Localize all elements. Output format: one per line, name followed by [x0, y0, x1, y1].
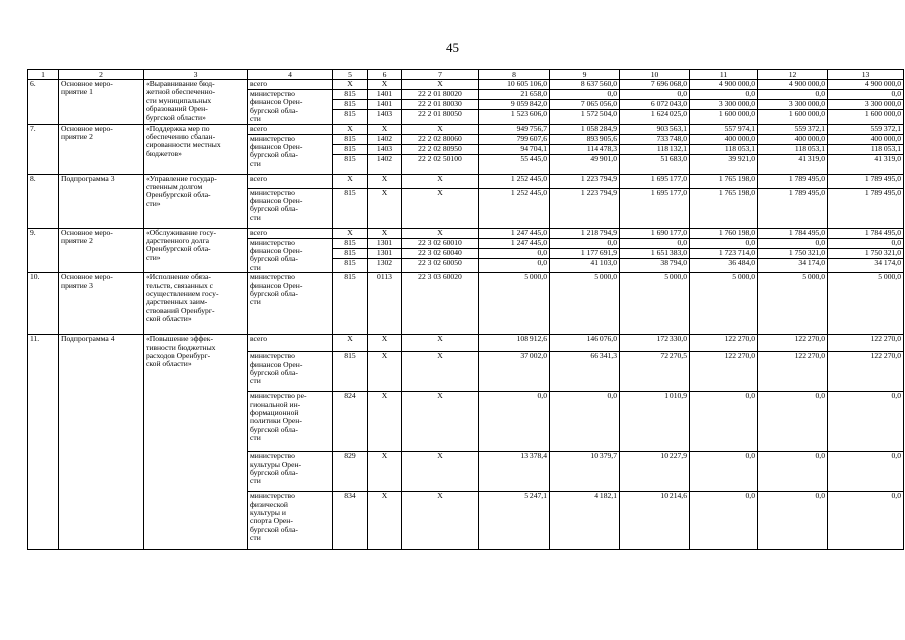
- cell: 8 637 560,0: [550, 80, 620, 90]
- cell: 5 000,0: [550, 273, 620, 335]
- header-cell: 3: [144, 70, 248, 80]
- cell: 4 900 000,0: [758, 80, 828, 90]
- cell: 5 247,1: [479, 492, 550, 550]
- cell: X: [333, 228, 368, 238]
- row-number: 9.: [28, 228, 59, 273]
- cell: 815: [333, 352, 368, 392]
- cell: 815: [333, 90, 368, 100]
- cell: 118 053,1: [690, 144, 758, 154]
- executor-cell: министерство финансов Орен- бургской обла- сти: [248, 188, 333, 228]
- executor-cell: министерство ре- гиональной ин- формационной политики Орен- бургской обла- сти: [248, 392, 333, 452]
- cell: 1 784 495,0: [828, 228, 904, 238]
- cell: 1 252 445,0: [479, 174, 550, 188]
- executor-cell: министерство финансов Орен- бургской обла- сти: [248, 273, 333, 335]
- row-description: «Выравнивание бюд- жетной обеспеченно- сти муниципальных образований Орен- бургской области»: [144, 80, 248, 125]
- header-cell: 1: [28, 70, 59, 80]
- cell: 1 010,9: [620, 392, 690, 452]
- row-name: Подпрограмма 4: [59, 335, 144, 550]
- cell: X: [368, 335, 402, 352]
- cell: 1 252 445,0: [479, 188, 550, 228]
- cell: 10 214,6: [620, 492, 690, 550]
- cell: 0,0: [550, 238, 620, 248]
- row-description: «Обслуживание госу- дарственного долга Оренбургской обла- сти»: [144, 228, 248, 273]
- row-description: «Исполнение обяза- тельств, связанных с осуществлением госу- дарственных заим- ствований Оренбург- ской области»: [144, 273, 248, 335]
- cell: 0,0: [479, 392, 550, 452]
- cell: 7 065 056,0: [550, 100, 620, 110]
- cell: 55 445,0: [479, 154, 550, 174]
- cell: 824: [333, 392, 368, 452]
- cell: 41 319,0: [828, 154, 904, 174]
- cell: 108 912,6: [479, 335, 550, 352]
- cell: 122 270,0: [828, 335, 904, 352]
- cell: 22 2 02 80950: [402, 144, 479, 154]
- cell: 1403: [368, 144, 402, 154]
- cell: 400 000,0: [690, 134, 758, 144]
- cell: 114 478,3: [550, 144, 620, 154]
- header-cell: 10: [620, 70, 690, 80]
- cell: 1 784 495,0: [758, 228, 828, 238]
- cell: 72 270,5: [620, 352, 690, 392]
- cell: 41 103,0: [550, 258, 620, 272]
- cell: 1 789 495,0: [828, 188, 904, 228]
- cell: 815: [333, 134, 368, 144]
- cell: 0,0: [620, 90, 690, 100]
- cell: 0,0: [758, 492, 828, 550]
- row-name: Основное меро- приятие 1: [59, 80, 144, 125]
- cell: X: [368, 492, 402, 550]
- executor-cell: министерство финансов Орен- бургской обла- сти: [248, 352, 333, 392]
- cell: 1 223 794,9: [550, 174, 620, 188]
- cell: 559 372,1: [758, 124, 828, 134]
- cell: 22 2 01 80050: [402, 110, 479, 124]
- cell: 0,0: [828, 492, 904, 550]
- table-row: [28, 174, 904, 188]
- cell: 122 270,0: [758, 352, 828, 392]
- table-row: [28, 335, 904, 352]
- cell: 815: [333, 154, 368, 174]
- cell: 1 765 198,0: [690, 174, 758, 188]
- cell: 400 000,0: [758, 134, 828, 144]
- cell: 1401: [368, 90, 402, 100]
- cell: 22 3 03 60020: [402, 273, 479, 335]
- row-name: Подпрограмма 3: [59, 174, 144, 228]
- cell: X: [333, 174, 368, 188]
- executor-cell: всего: [248, 80, 333, 90]
- cell: 1 690 177,0: [620, 228, 690, 238]
- header-cell: 9: [550, 70, 620, 80]
- cell: 903 563,1: [620, 124, 690, 134]
- cell: 1401: [368, 100, 402, 110]
- cell: 1 624 025,0: [620, 110, 690, 124]
- cell: 1 750 321,0: [758, 248, 828, 258]
- cell: X: [402, 452, 479, 492]
- cell: 0,0: [828, 90, 904, 100]
- table-row: [28, 80, 904, 90]
- cell: 4 900 000,0: [690, 80, 758, 90]
- cell: 1 695 177,0: [620, 174, 690, 188]
- cell: 13 378,4: [479, 452, 550, 492]
- cell: 10 605 106,0: [479, 80, 550, 90]
- cell: 4 182,1: [550, 492, 620, 550]
- cell: 0,0: [690, 452, 758, 492]
- header-cell: 2: [59, 70, 144, 80]
- cell: 1403: [368, 110, 402, 124]
- row-name: Основное меро- приятие 2: [59, 124, 144, 174]
- cell: 5 000,0: [620, 273, 690, 335]
- cell: 66 341,3: [550, 352, 620, 392]
- cell: 1 789 495,0: [758, 188, 828, 228]
- cell: 0,0: [690, 392, 758, 452]
- cell: X: [402, 352, 479, 392]
- cell: 6 072 043,0: [620, 100, 690, 110]
- cell: 0,0: [758, 452, 828, 492]
- cell: 5 000,0: [758, 273, 828, 335]
- cell: 5 000,0: [479, 273, 550, 335]
- cell: 1 247 445,0: [479, 238, 550, 248]
- cell: 0,0: [550, 392, 620, 452]
- cell: 815: [333, 100, 368, 110]
- budget-table: [27, 69, 904, 550]
- cell: 22 2 01 80030: [402, 100, 479, 110]
- row-number: 7.: [28, 124, 59, 174]
- cell: 37 002,0: [479, 352, 550, 392]
- cell: X: [402, 174, 479, 188]
- cell: X: [368, 174, 402, 188]
- cell: 0,0: [690, 492, 758, 550]
- cell: 34 174,0: [758, 258, 828, 272]
- cell: 0,0: [620, 238, 690, 248]
- cell: 1 600 000,0: [690, 110, 758, 124]
- cell: 94 704,1: [479, 144, 550, 154]
- cell: 0113: [368, 273, 402, 335]
- cell: X: [402, 492, 479, 550]
- executor-cell: всего: [248, 124, 333, 134]
- page-number: 45: [446, 40, 459, 55]
- cell: 1 789 495,0: [828, 174, 904, 188]
- cell: 799 607,6: [479, 134, 550, 144]
- cell: 22 3 02 60050: [402, 258, 479, 272]
- cell: 0,0: [690, 238, 758, 248]
- cell: 3 300 000,0: [758, 100, 828, 110]
- cell: X: [402, 228, 479, 238]
- cell: 1 058 284,9: [550, 124, 620, 134]
- cell: 7 696 068,0: [620, 80, 690, 90]
- cell: 0,0: [479, 258, 550, 272]
- cell: 829: [333, 452, 368, 492]
- cell: X: [402, 124, 479, 134]
- cell: X: [368, 188, 402, 228]
- executor-cell: министерство финансов Орен- бургской обла- сти: [248, 238, 333, 273]
- cell: 1 600 000,0: [828, 110, 904, 124]
- cell: 1 651 383,0: [620, 248, 690, 258]
- cell: 9 059 842,0: [479, 100, 550, 110]
- cell: 815: [333, 188, 368, 228]
- cell: 1 177 691,9: [550, 248, 620, 258]
- cell: 172 330,0: [620, 335, 690, 352]
- row-number: 8.: [28, 174, 59, 228]
- cell: 1402: [368, 154, 402, 174]
- cell: 1302: [368, 258, 402, 272]
- cell: 1 750 321,0: [828, 248, 904, 258]
- cell: 1 723 714,0: [690, 248, 758, 258]
- cell: 22 2 02 80060: [402, 134, 479, 144]
- header-cell: 6: [368, 70, 402, 80]
- cell: 834: [333, 492, 368, 550]
- cell: 34 174,0: [828, 258, 904, 272]
- cell: 22 3 02 60040: [402, 248, 479, 258]
- cell: 36 484,0: [690, 258, 758, 272]
- cell: 22 2 02 50100: [402, 154, 479, 174]
- row-name: Основное меро- приятие 2: [59, 228, 144, 273]
- cell: 0,0: [758, 238, 828, 248]
- cell: X: [368, 124, 402, 134]
- cell: 49 901,0: [550, 154, 620, 174]
- cell: 1 695 177,0: [620, 188, 690, 228]
- header-cell: 7: [402, 70, 479, 80]
- cell: 118 053,1: [758, 144, 828, 154]
- cell: 41 319,0: [758, 154, 828, 174]
- cell: 733 748,0: [620, 134, 690, 144]
- executor-cell: всего: [248, 335, 333, 352]
- row-number: 11.: [28, 335, 59, 550]
- cell: 0,0: [690, 90, 758, 100]
- cell: 39 921,0: [690, 154, 758, 174]
- cell: 1 218 794,9: [550, 228, 620, 238]
- cell: 22 2 01 80020: [402, 90, 479, 100]
- cell: 3 300 000,0: [690, 100, 758, 110]
- cell: X: [368, 392, 402, 452]
- cell: X: [368, 80, 402, 90]
- table-row: [28, 273, 904, 335]
- cell: X: [402, 80, 479, 90]
- cell: 1 600 000,0: [758, 110, 828, 124]
- cell: 1301: [368, 248, 402, 258]
- cell: 815: [333, 110, 368, 124]
- cell: 22 3 02 60010: [402, 238, 479, 248]
- cell: 1 760 198,0: [690, 228, 758, 238]
- cell: 0,0: [479, 248, 550, 258]
- executor-cell: министерство финансов Орен- бургской обла- сти: [248, 90, 333, 125]
- row-name: Основное меро- приятие 3: [59, 273, 144, 335]
- header-cell: 13: [828, 70, 904, 80]
- cell: 0,0: [758, 90, 828, 100]
- cell: 118 053,1: [828, 144, 904, 154]
- cell: 815: [333, 258, 368, 272]
- cell: 893 905,6: [550, 134, 620, 144]
- cell: 1402: [368, 134, 402, 144]
- cell: 122 270,0: [828, 352, 904, 392]
- cell: 51 683,0: [620, 154, 690, 174]
- cell: 0,0: [828, 238, 904, 248]
- cell: X: [368, 452, 402, 492]
- cell: 0,0: [758, 392, 828, 452]
- cell: 38 794,0: [620, 258, 690, 272]
- cell: 146 076,0: [550, 335, 620, 352]
- cell: X: [368, 352, 402, 392]
- header-cell: 5: [333, 70, 368, 80]
- cell: 122 270,0: [758, 335, 828, 352]
- cell: 3 300 000,0: [828, 100, 904, 110]
- cell: 557 974,1: [690, 124, 758, 134]
- header-cell: 8: [479, 70, 550, 80]
- cell: X: [333, 124, 368, 134]
- cell: 5 000,0: [690, 273, 758, 335]
- header-cell: 12: [758, 70, 828, 80]
- header-row: [28, 70, 904, 80]
- executor-cell: министерство физической культуры и спорта Орен- бургской обла- сти: [248, 492, 333, 550]
- cell: X: [368, 228, 402, 238]
- cell: 10 227,9: [620, 452, 690, 492]
- table-row: [28, 124, 904, 134]
- executor-cell: всего: [248, 228, 333, 238]
- row-description: «Поддержка мер по обеспечению сбалан- сированности местных бюджетов»: [144, 124, 248, 174]
- cell: 1301: [368, 238, 402, 248]
- row-number: 10.: [28, 273, 59, 335]
- cell: 21 658,0: [479, 90, 550, 100]
- cell: 122 270,0: [690, 335, 758, 352]
- row-description: «Повышение эффек- тивности бюджетных расходов Оренбург- ской области»: [144, 335, 248, 550]
- cell: 122 270,0: [690, 352, 758, 392]
- header-cell: 4: [248, 70, 333, 80]
- cell: X: [402, 335, 479, 352]
- cell: X: [402, 392, 479, 452]
- cell: 949 756,7: [479, 124, 550, 134]
- cell: 400 000,0: [828, 134, 904, 144]
- executor-cell: министерство культуры Орен- бургской обла- сти: [248, 452, 333, 492]
- row-description: «Управление государ- ственным долгом Оренбургской обла- сти»: [144, 174, 248, 228]
- cell: 1 247 445,0: [479, 228, 550, 238]
- cell: 0,0: [828, 392, 904, 452]
- cell: 1 789 495,0: [758, 174, 828, 188]
- cell: 1 523 606,0: [479, 110, 550, 124]
- executor-cell: всего: [248, 174, 333, 188]
- row-number: 6.: [28, 80, 59, 125]
- cell: X: [333, 335, 368, 352]
- cell: 815: [333, 273, 368, 335]
- cell: 4 900 000,0: [828, 80, 904, 90]
- executor-cell: министерство финансов Орен- бургской обла- сти: [248, 134, 333, 174]
- cell: 5 000,0: [828, 273, 904, 335]
- cell: 815: [333, 248, 368, 258]
- cell: 1 572 504,0: [550, 110, 620, 124]
- cell: 1 223 794,9: [550, 188, 620, 228]
- cell: 118 132,1: [620, 144, 690, 154]
- cell: 0,0: [828, 452, 904, 492]
- header-cell: 11: [690, 70, 758, 80]
- cell: 815: [333, 238, 368, 248]
- cell: X: [402, 188, 479, 228]
- cell: X: [333, 80, 368, 90]
- table-row: [28, 228, 904, 238]
- cell: 0,0: [550, 90, 620, 100]
- cell: 10 379,7: [550, 452, 620, 492]
- cell: 815: [333, 144, 368, 154]
- cell: 1 765 198,0: [690, 188, 758, 228]
- cell: 559 372,1: [828, 124, 904, 134]
